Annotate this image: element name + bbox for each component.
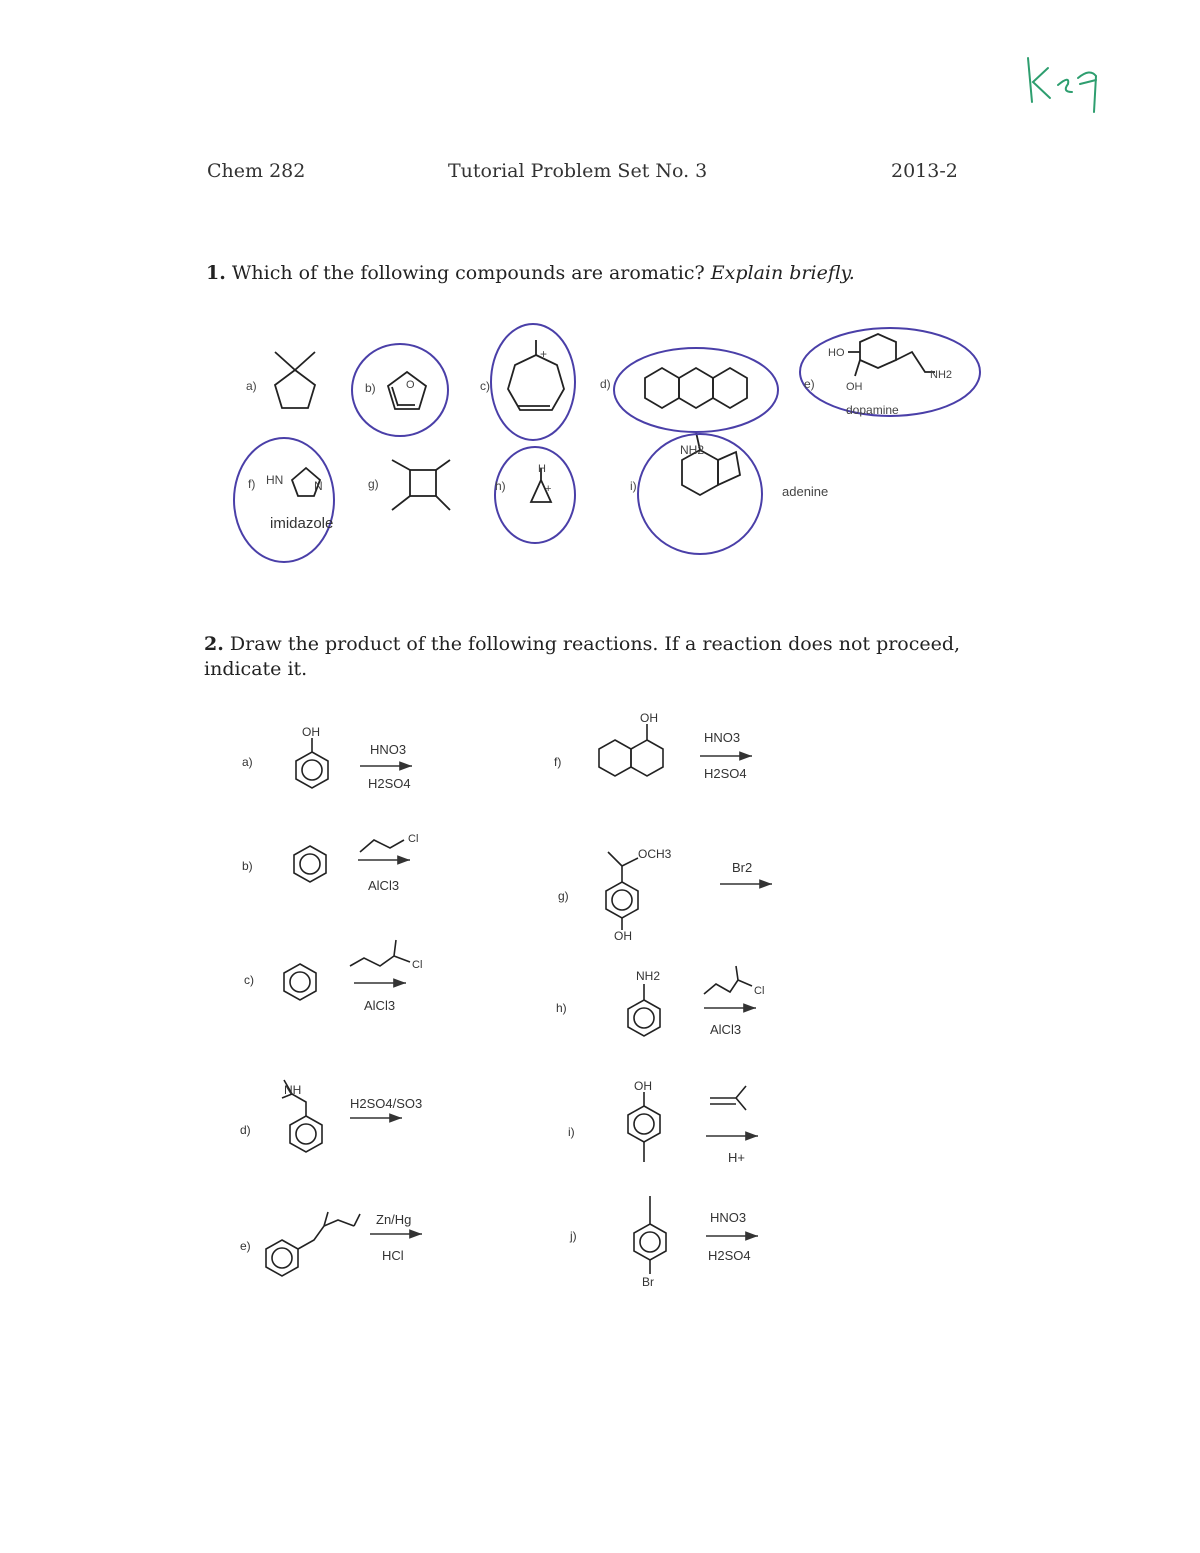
circle-f — [234, 438, 334, 562]
label-c: c) — [480, 379, 490, 393]
key-annotation — [1010, 40, 1120, 120]
label-i: i) — [630, 479, 637, 493]
propyl-chloride — [360, 840, 404, 852]
atom-oh-f: OH — [640, 711, 658, 725]
r-label-i: i) — [568, 1125, 575, 1139]
ring-i — [628, 1092, 660, 1162]
reagent-h-top: Cl — [754, 985, 765, 997]
cyclopentane-ring — [275, 370, 315, 408]
r-label-j: j) — [570, 1229, 577, 1243]
reagent-j-bottom: H2SO4 — [708, 1248, 751, 1263]
label-h: h) — [495, 479, 506, 493]
ring-b — [294, 846, 326, 882]
reagent-f-bottom: H2SO4 — [704, 766, 747, 781]
page-title: Tutorial Problem Set No. 3 — [448, 160, 708, 182]
question-1-text: Which of the following compounds are aromatic? — [231, 262, 705, 284]
atom-hn: HN — [266, 473, 284, 487]
reagent-c-top: Cl — [412, 959, 423, 971]
label-b: b) — [365, 381, 376, 395]
r-label-h: h) — [556, 1001, 567, 1015]
atom-oh: OH — [846, 381, 863, 393]
circle-d — [614, 348, 778, 432]
atom-nh2-h: NH2 — [636, 969, 661, 983]
r-label-f: f) — [554, 755, 562, 769]
q2-reactions — [220, 700, 820, 1300]
label-d: d) — [600, 377, 611, 391]
reagent-h-bottom: AlCl3 — [710, 1022, 742, 1037]
atom-oh-a: OH — [302, 725, 320, 739]
question-1-number: 1. — [206, 262, 226, 284]
r-label-a: a) — [242, 755, 253, 769]
q1-structures — [200, 310, 1000, 580]
question-1 — [206, 262, 855, 284]
label-f: f) — [248, 477, 256, 491]
ring-a — [296, 738, 328, 788]
atom-nh-d: NH — [284, 1083, 302, 1097]
label-e: e) — [804, 377, 815, 391]
name-adenine: adenine — [782, 484, 829, 499]
atom-o-furan: O — [406, 379, 415, 391]
name-imidazole: imidazole — [270, 515, 334, 532]
reagent-c-bottom: AlCl3 — [364, 998, 396, 1013]
question-1-emphasis: Explain briefly. — [710, 262, 855, 284]
label-a: a) — [246, 379, 257, 393]
r-label-b: b) — [242, 859, 253, 873]
reagent-d-top: H2SO4/SO3 — [350, 1096, 423, 1111]
ring-f — [599, 724, 663, 776]
reagent-i-bottom: H+ — [728, 1150, 745, 1165]
r-label-c: c) — [244, 973, 254, 987]
atom-n-imidazole: N — [314, 479, 323, 493]
ring-e — [266, 1212, 360, 1276]
question-2-text: Draw the product of the following reactions. If a reaction does not proceed, indicate it. — [204, 633, 961, 680]
atom-nh2-adenine: NH2 — [680, 443, 705, 457]
ring-j — [634, 1196, 666, 1274]
ring-h — [628, 984, 660, 1036]
ring-c — [284, 964, 316, 1000]
reagent-a-bottom: H2SO4 — [368, 776, 411, 791]
reagent-e-top: Zn/Hg — [376, 1212, 412, 1227]
r-label-d: d) — [240, 1123, 251, 1137]
ring-g — [606, 852, 638, 930]
reagent-e-bottom: HCl — [382, 1248, 404, 1263]
atom-och3-g: OCH3 — [638, 847, 672, 861]
atom-ho: HO — [828, 347, 845, 359]
name-dopamine: dopamine — [846, 403, 899, 417]
atom-oh-i: OH — [634, 1079, 652, 1093]
term: 2013-2 — [891, 160, 958, 182]
r-label-g: g) — [558, 889, 569, 903]
atom-h-cyclopropenyl: H — [538, 463, 546, 475]
question-2 — [204, 632, 964, 682]
reagent-a-top: HNO3 — [370, 742, 407, 757]
charge-h: + — [545, 483, 552, 495]
reagent-g-top: Br2 — [732, 860, 753, 875]
reagent-b-top: Cl — [408, 833, 419, 845]
reagent-j-top: HNO3 — [710, 1210, 747, 1225]
question-2-number: 2. — [204, 633, 224, 655]
atom-nh2-dopamine: NH2 — [930, 369, 953, 381]
atom-br-j: Br — [642, 1275, 654, 1289]
charge-c: + — [540, 347, 548, 361]
reagent-b-bottom: AlCl3 — [368, 878, 400, 893]
reagent-f-top: HNO3 — [704, 730, 741, 745]
course-name: Chem 282 — [207, 160, 306, 182]
r-label-e: e) — [240, 1239, 251, 1253]
atom-oh-g: OH — [614, 929, 632, 943]
label-g: g) — [368, 477, 379, 491]
